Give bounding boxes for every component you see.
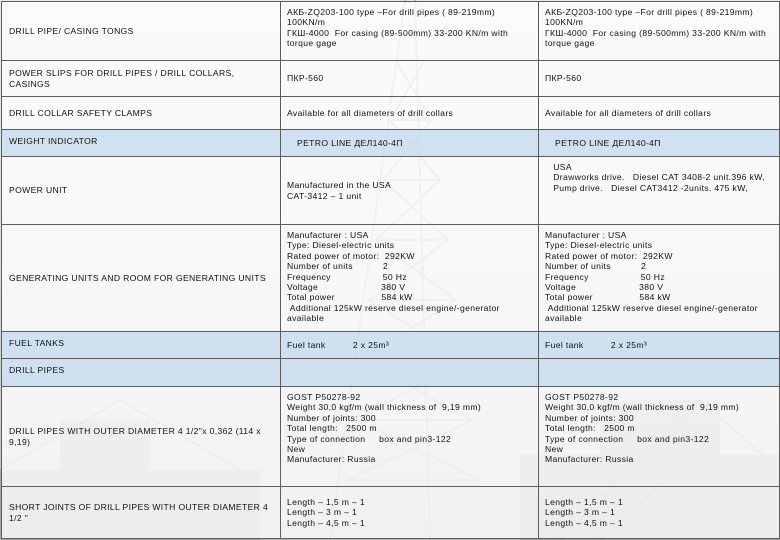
table-row: [2, 2, 780, 61]
row-label: DRILL COLLAR SAFETY CLAMPS: [2, 97, 281, 130]
rig-2-value: ПКР-560: [539, 61, 780, 97]
table-row-header: [2, 130, 780, 157]
row-label: SHORT JOINTS OF DRILL PIPES WITH OUTER DIAMETER 4 1/2 ": [2, 487, 281, 539]
rig-2-value: PETRO LINE ДЕЛ140-4П: [539, 130, 780, 157]
rig-2-value: АКБ-ZQ203-100 type –For drill pipes ( 89-219mm) 100KN/m ГКШ-4000 For casing (89-500mm) 33-200 KN/m with torque gage: [539, 2, 780, 61]
table-row: [2, 61, 780, 97]
section-header-label: WEIGHT INDICATOR: [2, 130, 281, 157]
rig-1-value: Length – 1,5 m – 1 Length – 3 m – 1 Length – 4,5 m – 1: [281, 487, 539, 539]
table-row: [2, 387, 780, 487]
table-row-header: [2, 359, 780, 387]
rig-1-value: Available for all diameters of drill collars: [281, 97, 539, 130]
section-header-label: FUEL TANKS: [2, 332, 281, 359]
table-row: [2, 97, 780, 130]
table-row: [2, 487, 780, 539]
row-label: POWER SLIPS FOR DRILL PIPES / DRILL COLLARS, CASINGS: [2, 61, 281, 97]
rig-1-value: ПКР-560: [281, 61, 539, 97]
row-label: GENERATING UNITS AND ROOM FOR GENERATING UNITS: [2, 225, 281, 332]
rig-1-value: АКБ-ZQ203-100 type –For drill pipes ( 89-219mm) 100KN/m ГКШ-4000 For casing (89-500mm) 33-200 KN/m with torque gage: [281, 2, 539, 61]
table-row: [2, 225, 780, 332]
row-label: DRILL PIPE/ CASING TONGS: [2, 2, 281, 61]
rig-2-value: Fuel tank 2 x 25m³: [539, 332, 780, 359]
rig-1-value: PETRO LINE ДЕЛ140-4П: [281, 130, 539, 157]
rig-1-value: [281, 359, 539, 387]
section-header-label: DRILL PIPES: [2, 359, 281, 387]
rig-1-value: Manufactured in the USA CAT-3412 – 1 unit: [281, 157, 539, 225]
rig-2-value: [539, 359, 780, 387]
drilling-rig-specification-table: [1, 1, 780, 539]
row-label: POWER UNIT: [2, 157, 281, 225]
rig-2-value: Available for all diameters of drill collars: [539, 97, 780, 130]
rig-2-value: USA Drawworks drive. Diesel CAT 3408-2 unit.396 kW, Pump drive. Diesel CAT3412 -2units. 475 kW,: [539, 157, 780, 225]
table-row: [2, 157, 780, 225]
rig-1-value: Fuel tank 2 x 25m³: [281, 332, 539, 359]
row-label: DRILL PIPES WITH OUTER DIAMETER 4 1/2"x 0,362 (114 x 9,19): [2, 387, 281, 487]
table-row-header: [2, 332, 780, 359]
rig-1-value: GOST P50278-92 Weight 30,0 kgf/m (wall thickness of 9,19 mm) Number of joints: 300 Total length: 2500 m Type of connection box and pin3-122 New Manufacturer: Russia: [281, 387, 539, 487]
rig-2-value: GOST P50278-92 Weight 30,0 kgf/m (wall thickness of 9,19 mm) Number of joints: 300 Total length: 2500 m Type of connection box and pin3-122 New Manufacturer: Russia: [539, 387, 780, 487]
rig-2-value: Length – 1,5 m – 1 Length – 3 m – 1 Length – 4,5 m – 1: [539, 487, 780, 539]
rig-1-value: Manufacturer : USA Type: Diesel-electric units Rated power of motor: 292KW Number of units 2 Frequency 50 Hz Voltage 380 V Total power 584 kW Additional 125kW reserve diesel engine/-generator available: [281, 225, 539, 332]
rig-2-value: Manufacturer : USA Type: Diesel-electric units Rated power of motor: 292KW Number of units 2 Frequency 50 Hz Voltage 380 V Total power 584 kW Additional 125kW reserve diesel engine/-generator available: [539, 225, 780, 332]
